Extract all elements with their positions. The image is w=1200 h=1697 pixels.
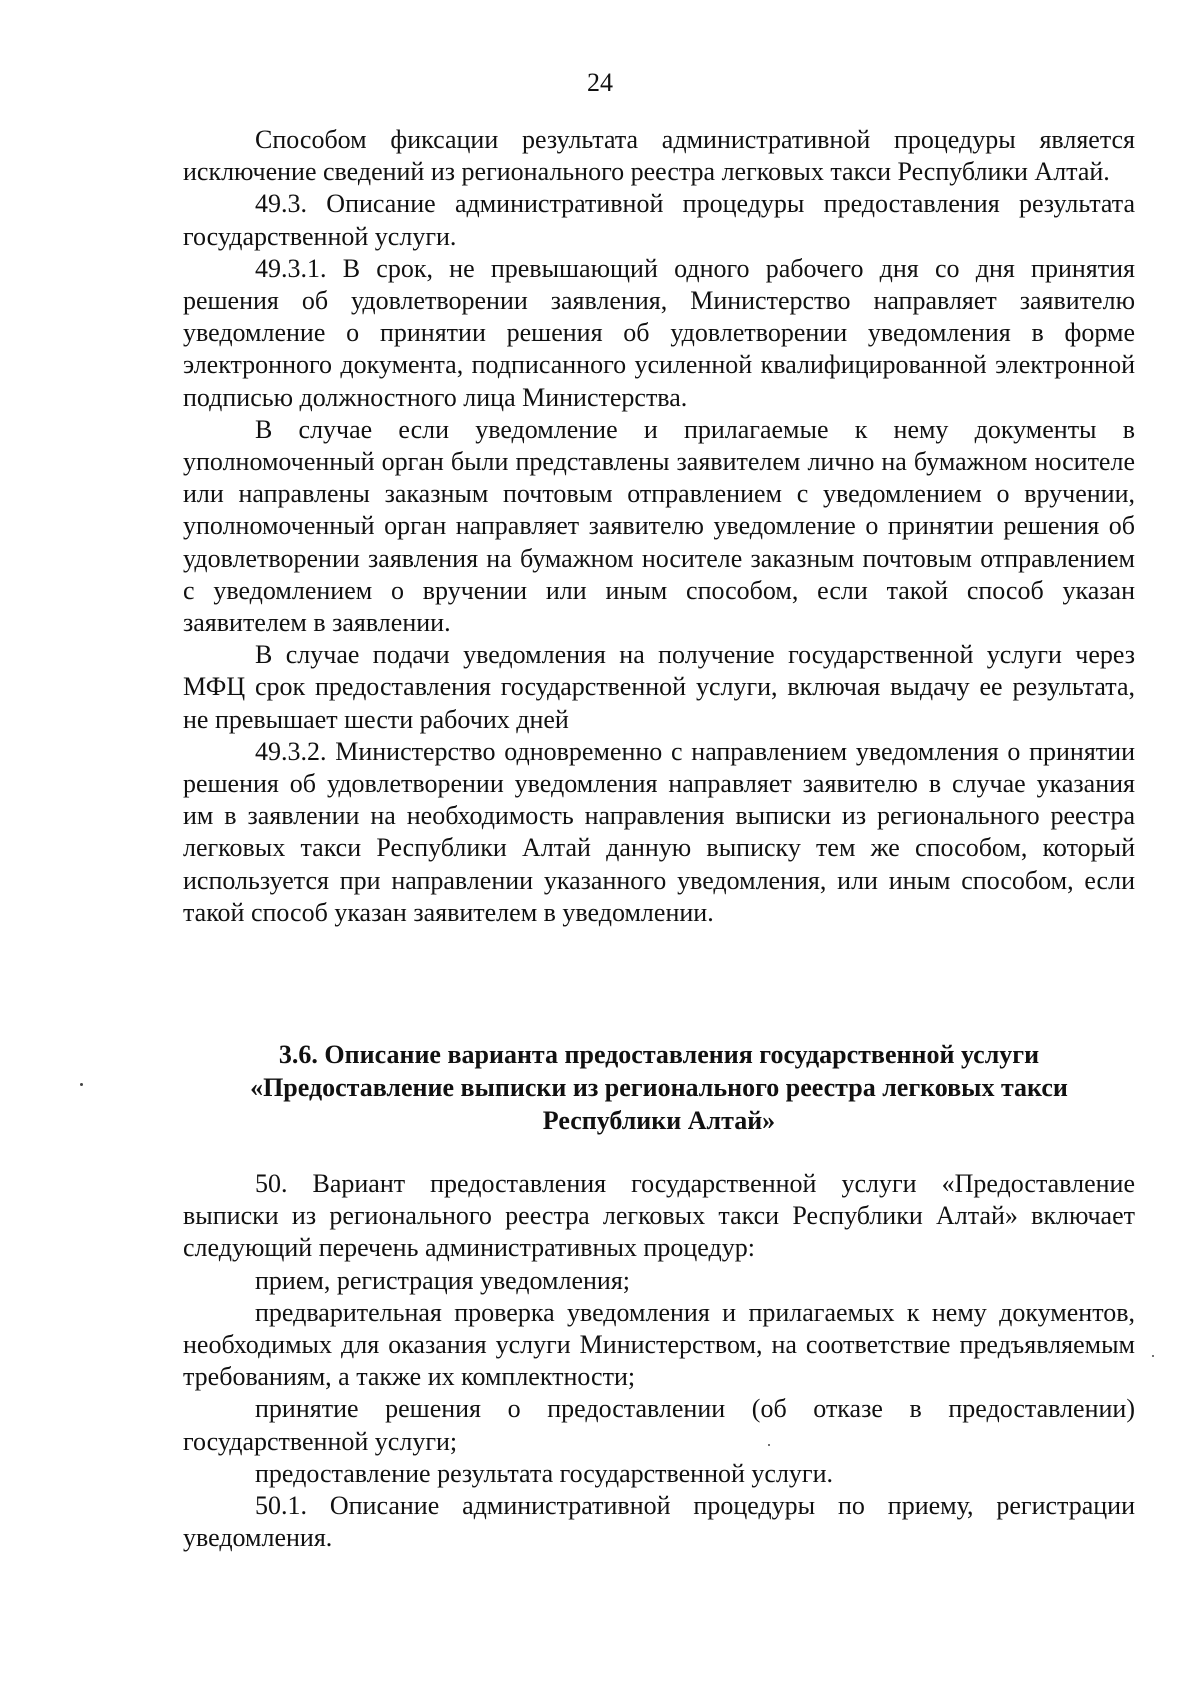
paragraph: предварительная проверка уведомления и прилагаемых к нему документов, необходимых для оказания услуги Министерством, на соответствие предъявляемым требованиям, а также их комплектности; [183,1297,1135,1392]
paragraph: 49.3. Описание административной процедуры предоставления результата государственной услуги. [183,189,1135,251]
scan-speck [768,1444,770,1446]
paragraph: В случае если уведомление и прилагаемые к нему документы в уполномоченный орган были представлены заявителем лично на бумажном носителе или направлены заказным почтовым отправлением с уведомлением о вручении, уполномоченный орган направляет заявителю уведомление о принятии решения об удовлетворении заявления на бумажном носителе заказным почтовым отправлением с уведомлением о вручении или иным способом, если такой способ указан заявителем в заявлении. [183,414,1135,638]
section-heading [183,1038,1135,1137]
paragraph: Способом фиксации результата административной процедуры является исключение сведений из регионального реестра легковых такси Республики Алтай. [183,125,1135,187]
paragraph: В случае подачи уведомления на получение государственной услуги через МФЦ срок предоставления государственной услуги, включая выдачу ее результата, не превышает шести рабочих дней [183,640,1135,734]
heading-line: «Предоставление выписки из регионального реестра легковых такси [250,1073,1068,1102]
page-number: 24 [587,68,613,97]
paragraph: прием, регистрация уведомления; [255,1265,631,1295]
paragraph: 50. Вариант предоставления государственной услуги «Предоставление выписки из регионального реестра легковых такси Республики Алтай» включает следующий перечень административных процедур: [183,1169,1135,1263]
paragraph: принятие решения о предоставлении (об отказе в предоставлении) государственной услуги; [183,1394,1135,1456]
scan-speck [80,1083,83,1086]
paragraph: предоставление результата государственной услуги. [255,1458,834,1488]
scan-speck [1152,1355,1154,1357]
section-text-lower [183,1168,1135,1554]
paragraph: 50.1. Описание административной процедуры по приему, регистрации уведомления. [183,1491,1135,1553]
paragraph: 49.3.2. Министерство одновременно с направлением уведомления о принятии решения об удовлетворении уведомления направляет заявителю в случае указания им в заявлении на необходимость направления выписки из регионального реестра легковых такси Республики Алтай данную выписку тем же способом, который используется при направлении указанного уведомления, или иным способом, если такой способ указан заявителем в уведомлении. [183,736,1135,927]
paragraph: 49.3.1. В срок, не превышающий одного рабочего дня со дня принятия решения об удовлетворении заявления, Министерство направляет заявителю уведомление о принятии решения об удовлетворении уведомления в форме электронного документа, подписанного усиленной квалифицированной электронной подписью должностного лица Министерства. [183,253,1135,412]
section-text-upper [183,124,1135,929]
heading-line: 3.6. Описание варианта предоставления государственной услуги [278,1040,1040,1069]
heading-line: Республики Алтай» [542,1106,776,1135]
